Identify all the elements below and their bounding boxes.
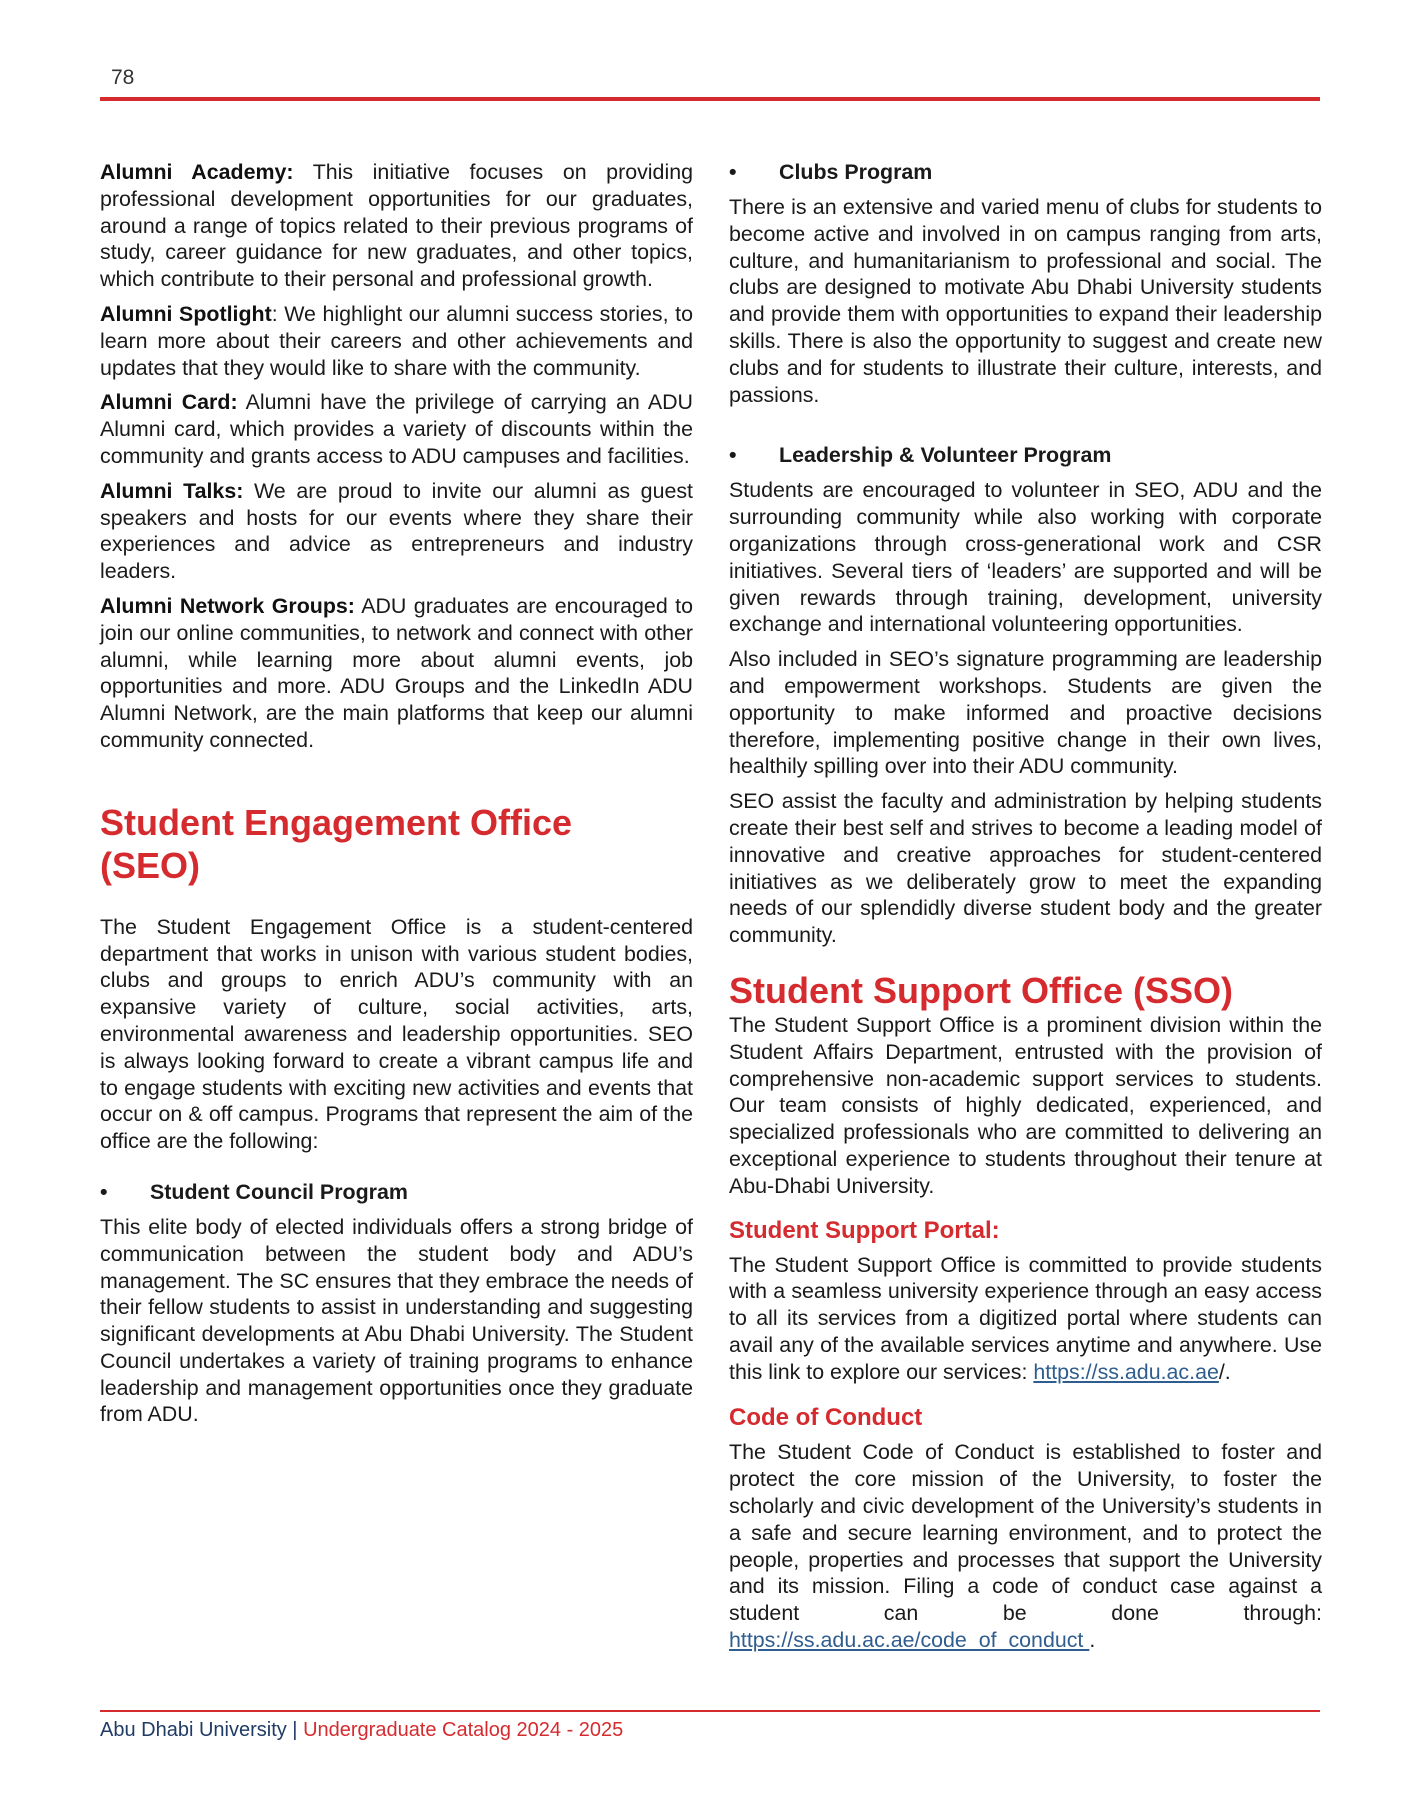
clubs-heading: • Clubs Program xyxy=(729,160,933,184)
conduct-text: The Student Code of Conduct is established to foster and protect the core mission of the University, to foster the scholarly and civic development of the University’s students in a safe and secure learning environment, and to protect the people, properties and processes that support the University and its mission. Filing a code of conduct case against a student can be done through: https://ss.adu.ac.ae/code_of_conduct . xyxy=(729,1440,1322,1653)
leadership-heading: • Leadership & Volunteer Program xyxy=(729,443,1112,468)
seo-heading: Student Engagement Office (SEO) xyxy=(100,801,573,886)
conduct-link[interactable]: https://ss.adu.ac.ae/code_of_conduct xyxy=(729,1628,1090,1653)
sso-text: The Student Support Office is a prominent division within the Student Affairs Department, entrusted with the provision of comprehensive non-academic support services to students. Our team consists of highly dedicated, experienced, and specialized professionals who are committed to delivering an exceptional experience to students throughout their tenure at Abu-Dhabi University. xyxy=(729,1012,1322,1198)
alumni-talks-paragraph: Alumni Talks: We are proud to invite our alumni as guest speakers and hosts for our events where they share their experiences and advice as entrepreneurs and industry leaders. xyxy=(100,478,693,584)
conduct-heading: Code of Conduct xyxy=(729,1404,923,1432)
footer-separator: | xyxy=(286,1719,304,1741)
alumni-spotlight-paragraph: Alumni Spotlight: We highlight our alumni success stories, to learn more about their careers and other achievements and updates that they would like to share with the community. xyxy=(100,301,693,380)
footer-rule xyxy=(100,1710,1320,1712)
page-number: 78 xyxy=(111,66,135,89)
council-text: This elite body of elected individuals offers a strong bridge of communication between the student body and ADU’s management. The SC ensures that they embrace the needs of their fellow students to assist in understanding and suggesting significant developments at Abu Dhabi University. The Student Council undertakes a variety of training programs to enhance leadership and management opportunities once they graduate from ADU. xyxy=(100,1214,693,1427)
alumni-academy-paragraph: Alumni Academy: This initiative focuses on providing professional development opportunities for our graduates, around a range of topics related to their previous programs of study, career guidance for new graduates, and other topics, which contribute to their personal and professional growth. xyxy=(100,160,693,292)
footer-university: Abu Dhabi University xyxy=(100,1719,287,1741)
leadership-text-3: SEO assist the faculty and administration by helping students create their best self and strives to become a leading model of innovative and creative approaches for student-centered initiatives as we deliberately grow to meet the expanding needs of our splendidly diverse student body and the greater community. xyxy=(729,789,1322,948)
bullet-icon: • xyxy=(100,1179,108,1204)
alumni-card-paragraph: Alumni Card: Alumni have the privilege of carrying an ADU Alumni card, which provides a variety of discounts within the community and grants access to ADU campuses and facilities. xyxy=(100,390,693,468)
footer xyxy=(100,1719,623,1742)
portal-heading: Student Support Portal: xyxy=(729,1216,1000,1244)
portal-text: The Student Support Office is committed to provide students with a seamless university experience through an easy access to all its services from a digitized portal where students can avail any of the available services anytime and anywhere. Use this link to explore our services: https://ss.adu.ac.ae/. xyxy=(729,1252,1322,1384)
council-heading: • Student Council Program xyxy=(100,1179,408,1204)
left-column xyxy=(100,159,693,1436)
clubs-text: There is an extensive and varied menu of clubs for students to become active and involved in on campus ranging from arts, culture, and humanitarianism to professional and social. The clubs are designed to motivate Abu Dhabi University students and provide them with opportunities to expand their leadership skills. There is also the opportunity to suggest and create new clubs and for students to illustrate their culture, interests, and passions. xyxy=(729,195,1322,407)
bullet-icon: • xyxy=(729,443,737,468)
seo-intro: The Student Engagement Office is a student-centered department that works in unison with various student bodies, clubs and groups to enrich ADU’s community with an expansive variety of culture, social activities, arts, environmental awareness and leadership opportunities. SEO is always looking forward to create a vibrant campus life and to engage students with exciting new activities and events that occur on & off campus. Programs that represent the aim of the office are the following: xyxy=(100,914,693,1154)
right-column xyxy=(729,159,1322,1662)
portal-link[interactable]: https://ss.adu.ac.ae xyxy=(1033,1359,1219,1384)
bullet-icon: • xyxy=(729,160,737,184)
header-rule xyxy=(100,97,1320,101)
sso-heading: Student Support Office (SSO) xyxy=(729,969,1233,1011)
footer-catalog: Undergraduate Catalog 2024 - 2025 xyxy=(303,1719,624,1741)
leadership-text-1: Students are encouraged to volunteer in SEO, ADU and the surrounding community while also working with corporate organizations through cross-generational work and CSR initiatives. Several tiers of ‘leaders’ are supported and will be given rewards through training, development, university exchange and international volunteering opportunities. xyxy=(729,478,1322,637)
leadership-text-2: Also included in SEO’s signature programming are leadership and empowerment workshops. Students are given the opportunity to make informed and proactive decisions therefore, implementing positive change in their own lives, healthily spilling over into their ADU community. xyxy=(729,647,1322,779)
alumni-network-paragraph: Alumni Network Groups: ADU graduates are encouraged to join our online communities, to network and connect with other alumni, while learning more about alumni events, job opportunities and more. ADU Groups and the LinkedIn ADU Alumni Network, are the main platforms that keep our alumni community connected. xyxy=(100,593,693,752)
